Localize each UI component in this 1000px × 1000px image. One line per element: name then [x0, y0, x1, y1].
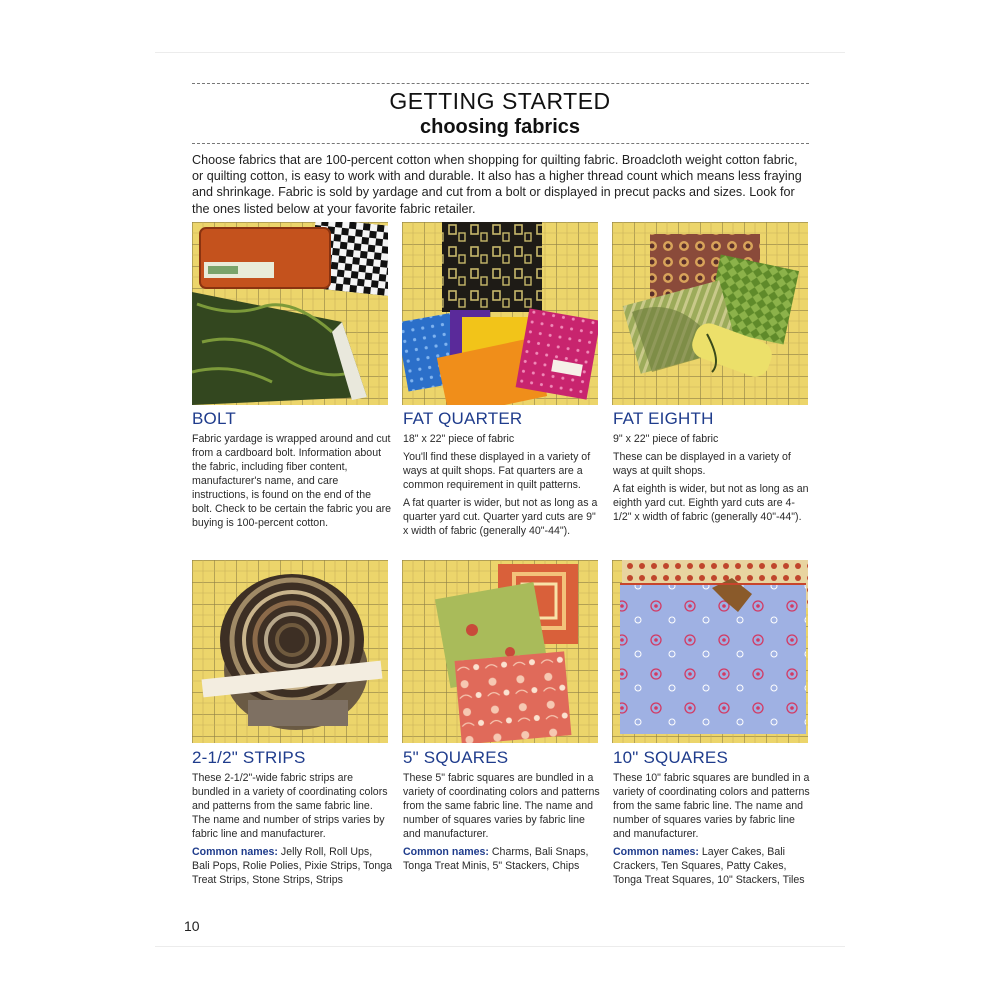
common-names-label: Common names: — [192, 846, 278, 858]
fat-quarter-size: 18" x 22" piece of fabric — [403, 433, 515, 445]
five-inch-paragraph: These 5" fabric squares are bundled in a variety of coordinating colors and patterns from the same fabric line. The name and number of squares varies by fabric line and manufacturer. — [403, 772, 600, 840]
ten-inch-common-names — [613, 845, 813, 887]
common-names-value: Layer Cakes, Bali Crackers, Ten Squares, Patty Cakes, Tonga Treat Squares, 10" Stackers, Tiles — [613, 846, 805, 886]
section-body-five-inch-squares — [403, 771, 603, 877]
five-inch-squares-photo — [402, 560, 598, 743]
section-title-strips: 2-1/2" STRIPS — [192, 748, 306, 767]
section-body-bolt — [192, 432, 392, 534]
fat-eighth-photo — [612, 222, 808, 405]
section-title-ten-inch-squares: 10" SQUARES — [613, 748, 728, 767]
divider-bottom — [192, 143, 809, 144]
common-names-label: Common names: — [613, 846, 699, 858]
bolt-paragraph: Fabric yardage is wrapped around and cut from a cardboard bolt. Information about the fabric, including fiber content, manufacturer's name, and care instructions, is found on the end of the bolt. Check to be certain the fabric you are buying is 100-percent cotton. — [192, 433, 392, 529]
section-title-bolt: BOLT — [192, 409, 236, 428]
divider-top — [192, 83, 809, 84]
strips-photo — [192, 560, 388, 743]
section-body-ten-inch-squares — [613, 771, 813, 891]
fat-eighth-size: 9" x 22" piece of fabric — [613, 433, 719, 445]
section-title-five-inch-squares: 5" SQUARES — [403, 748, 509, 767]
fat-eighth-paragraph-2: A fat eighth is wider, but not as long as an eighth yard cut. Eighth yard cuts are 4-1/2" x width of fabric (generally 40"-44"). — [613, 483, 809, 523]
section-title-fat-quarter: FAT QUARTER — [403, 409, 523, 428]
fat-quarter-photo — [402, 222, 598, 405]
fat-quarter-paragraph-2: A fat quarter is wider, but not as long as a quarter yard cut. Quarter yard cuts are 9" x width of fabric (generally 40"-44"). — [403, 497, 598, 537]
page-subtitle: choosing fabrics — [419, 116, 581, 138]
bolt-photo — [192, 222, 388, 405]
fat-eighth-paragraph-1: These can be displayed in a variety of ways at quilt shops. — [613, 451, 791, 477]
intro-paragraph: Choose fabrics that are 100-percent cotton when shopping for quilting fabric. Broadcloth weight cotton fabric, or quilting cotton, is easy to work with and durable. It also has a higher thread count which means less fraying and shrinkage. Fabric is sold by yardage and cut from a bolt or displayed in precut packs and sizes. Look for the ones listed below at your favorite fabric retailer. — [192, 153, 802, 216]
page-title: GETTING STARTED — [389, 88, 611, 114]
ten-inch-paragraph: These 10" fabric squares are bundled in a variety of coordinating colors and patterns from the same fabric line. The name and number of squares varies by fabric line and manufacturer. — [613, 772, 810, 840]
section-body-fat-quarter — [403, 432, 603, 542]
strips-paragraph: These 2-1/2"-wide fabric strips are bundled in a variety of coordinating colors and patterns from the same fabric line. The name and number of strips varies by fabric line and manufacturer. — [192, 772, 388, 840]
page-number: 10 — [184, 918, 200, 934]
ten-inch-squares-photo — [612, 560, 808, 743]
common-names-value: Jelly Roll, Roll Ups, Bali Pops, Rolie Polies, Pixie Strips, Tonga Treat Strips, Stone Strips, Strips — [192, 846, 393, 886]
fat-quarter-paragraph-1: You'll find these displayed in a variety of ways at quilt shops. Fat quarters are a common requirement in quilt patterns. — [403, 451, 591, 491]
five-inch-common-names — [403, 845, 603, 873]
common-names-label: Common names: — [403, 846, 489, 858]
common-names-value: Charms, Bali Snaps, Tonga Treat Minis, 5" Stackers, Chips — [403, 846, 589, 872]
section-title-fat-eighth: FAT EIGHTH — [613, 409, 714, 428]
section-body-fat-eighth — [613, 432, 813, 528]
strips-common-names — [192, 845, 392, 887]
section-body-strips — [192, 771, 392, 891]
